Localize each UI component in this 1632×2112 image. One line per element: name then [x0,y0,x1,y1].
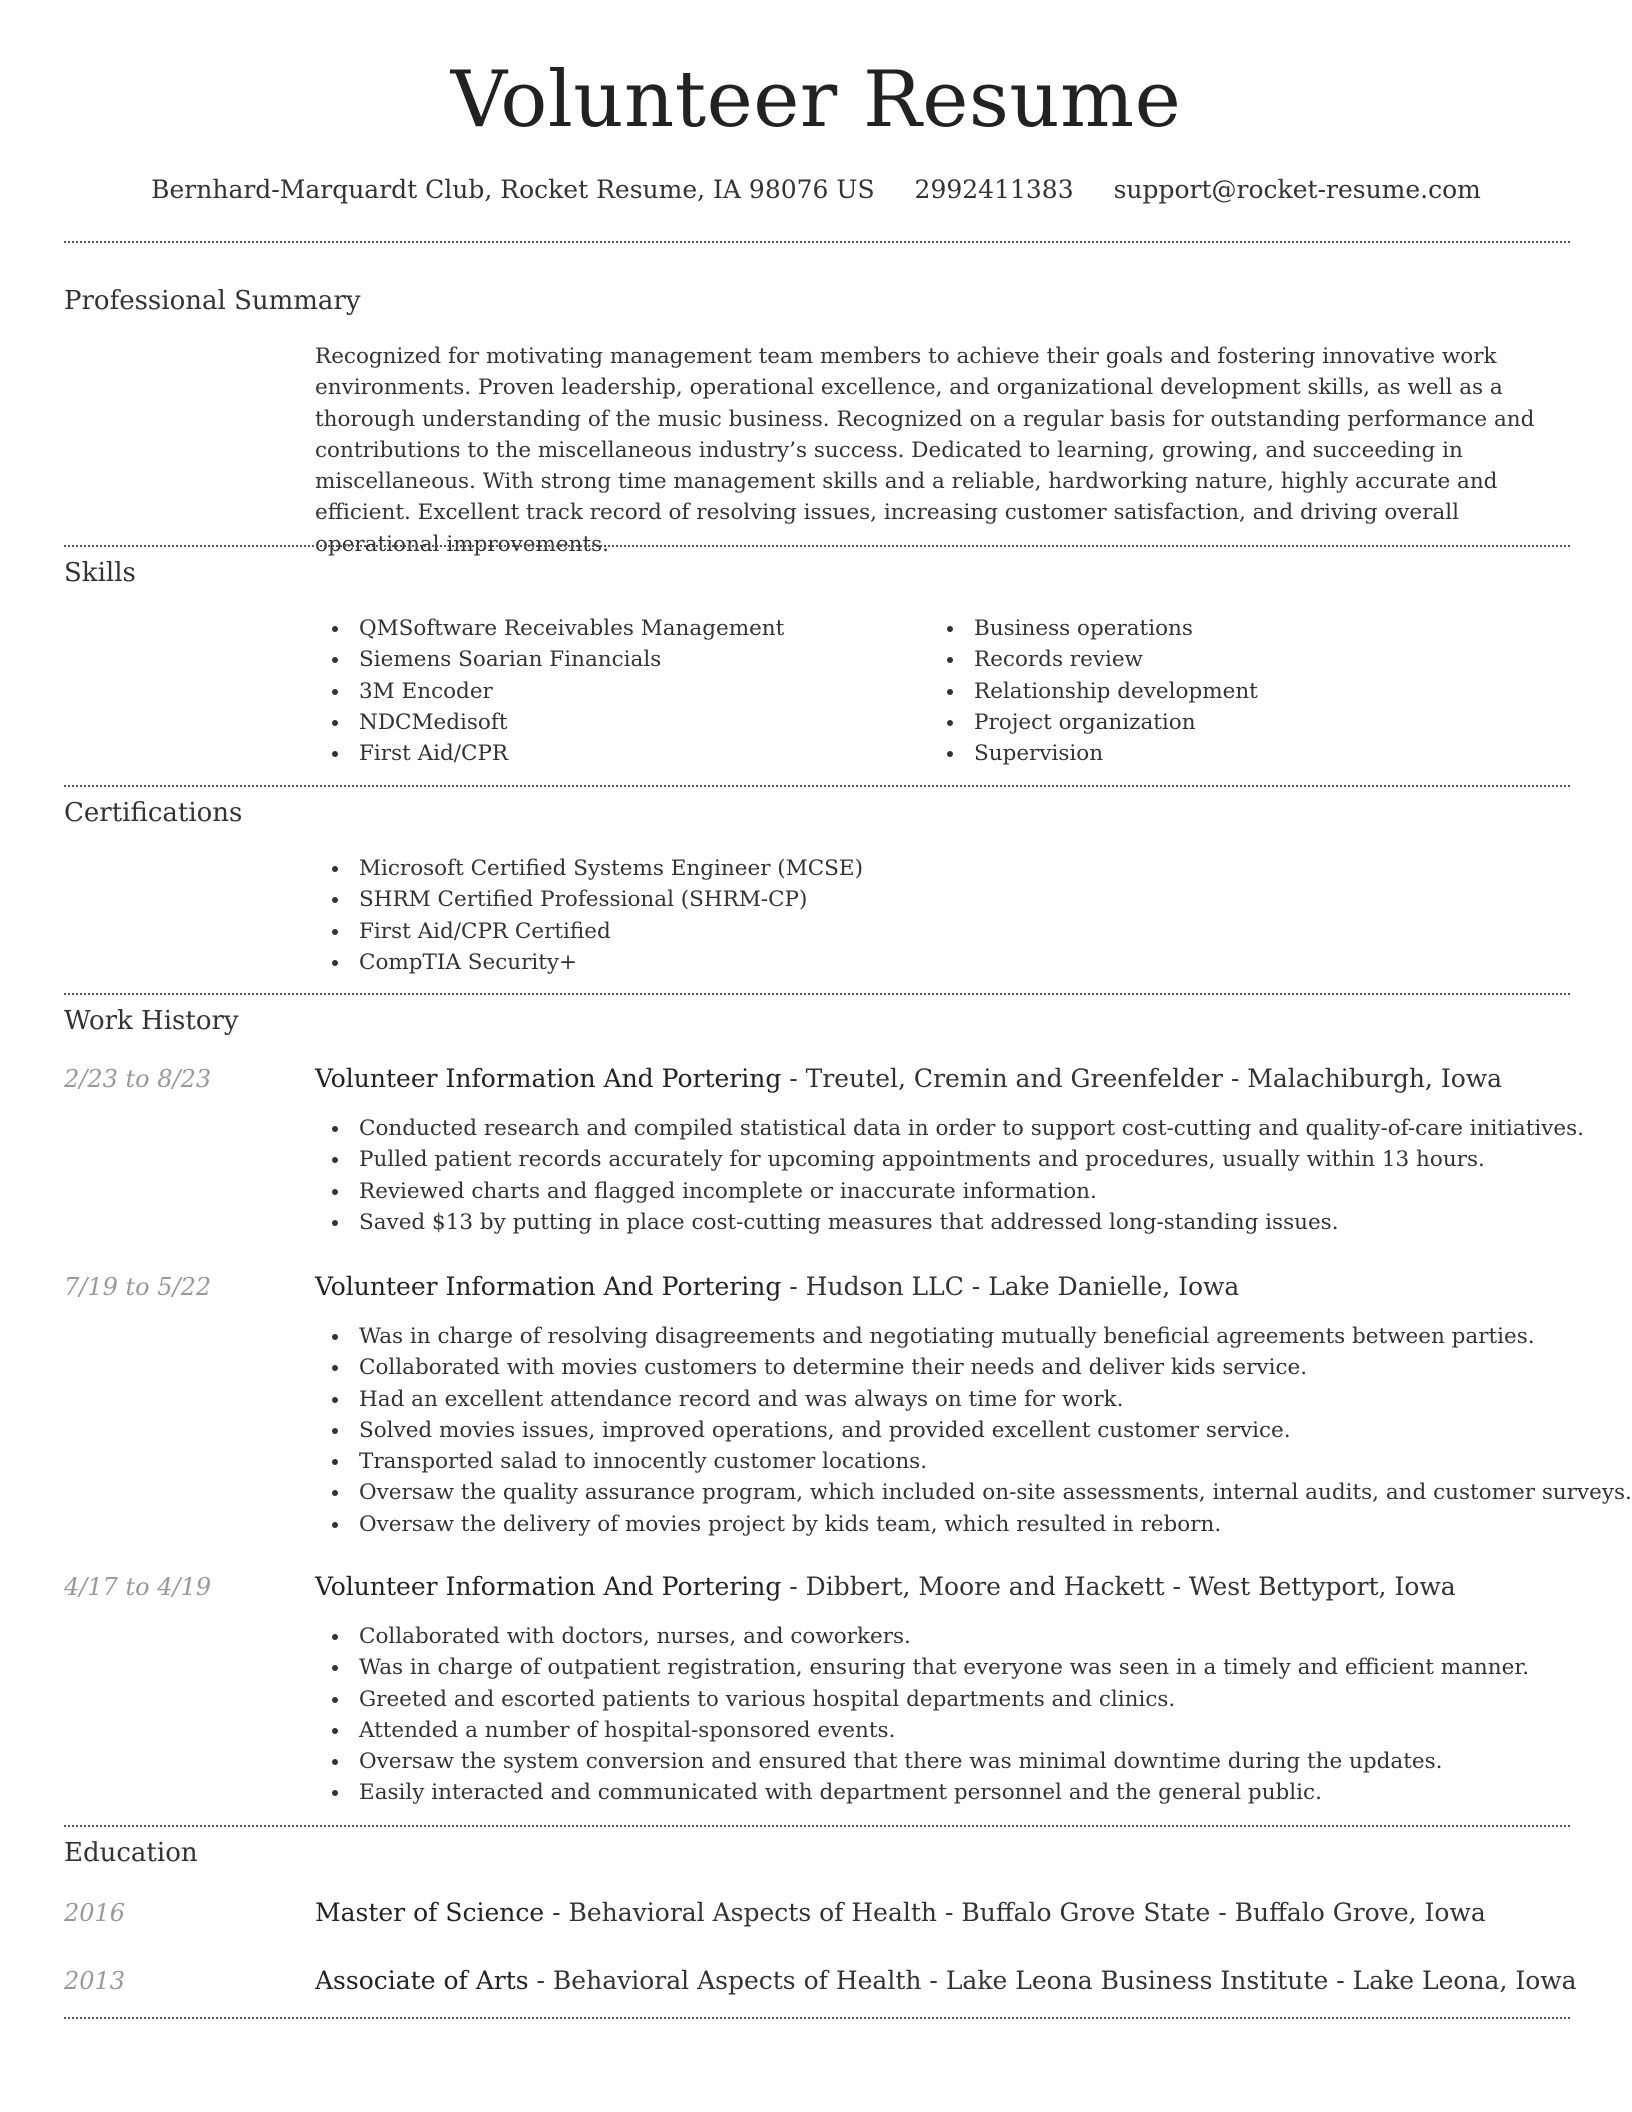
job-bullet: Oversaw the delivery of movies project by kids team, which resulted in reborn. [315,1509,1632,1540]
skill-item: Supervision [930,738,1258,769]
job-bullet: Solved movies issues, improved operations, and provided excellent customer service. [315,1415,1632,1446]
skill-item: Records review [930,644,1258,675]
job-bullet: Pulled patient records accurately for upcoming appointments and procedures, usually within 13 hours. [315,1144,1584,1175]
job-bullets [315,1621,1529,1809]
education-details: - Behavioral Aspects of Health - Lake Leona Business Institute - Lake Leona, Iowa [528,1966,1577,1995]
skill-item: Siemens Soarian Financials [315,644,784,675]
job-bullet: Collaborated with doctors, nurses, and coworkers. [315,1621,1529,1652]
divider [64,545,1570,547]
education-year: 2013 [64,1967,126,1995]
certifications-heading: Certifications [64,798,243,828]
job-details: - Hudson LLC - Lake Danielle, Iowa [781,1272,1240,1301]
job-bullet: Collaborated with movies customers to determine their needs and deliver kids service. [315,1352,1632,1383]
job-role: Volunteer Information And Portering [315,1272,782,1301]
contact-email: support@rocket-resume.com [1113,175,1481,204]
education-degree: Master of Science [315,1898,545,1927]
skill-item: NDCMedisoft [315,707,784,738]
skill-item: QMSoftware Receivables Management [315,613,784,644]
job-bullet: Transported salad to innocently customer locations. [315,1446,1632,1477]
job-bullet: Was in charge of outpatient registration, ensuring that everyone was seen in a timely and efficient manner. [315,1652,1529,1683]
divider [64,785,1570,787]
job-title [315,1569,1456,1605]
job-role: Volunteer Information And Portering [315,1064,782,1093]
certification-item: First Aid/CPR Certified [315,916,863,947]
skill-item: Relationship development [930,676,1258,707]
education-year: 2016 [64,1899,126,1927]
divider [64,1825,1570,1827]
job-bullets [315,1321,1632,1540]
work-history-heading: Work History [64,1006,239,1036]
job-bullet: Easily interacted and communicated with department personnel and the general public. [315,1777,1529,1808]
job-bullet: Saved $13 by putting in place cost-cutting measures that addressed long-standing issues. [315,1207,1584,1238]
job-bullet: Oversaw the system conversion and ensured that there was minimal downtime during the updates. [315,1746,1529,1777]
job-dates: 2/23 to 8/23 [64,1065,212,1093]
certification-item: SHRM Certified Professional (SHRM-CP) [315,884,863,915]
job-title [315,1061,1502,1097]
job-details: - Treutel, Cremin and Greenfelder - Malachiburgh, Iowa [781,1064,1503,1093]
job-bullet: Conducted research and compiled statistical data in order to support cost-cutting and quality-of-care initiatives. [315,1113,1584,1144]
skill-item: 3M Encoder [315,676,784,707]
job-bullet: Had an excellent attendance record and was always on time for work. [315,1384,1632,1415]
divider [64,2017,1570,2019]
job-bullet: Reviewed charts and flagged incomplete or inaccurate information. [315,1176,1584,1207]
skills-heading: Skills [64,558,136,588]
contact-address: Bernhard-Marquardt Club, Rocket Resume, IA 98076 US [151,175,875,204]
skill-item: Business operations [930,613,1258,644]
job-bullet: Was in charge of resolving disagreements and negotiating mutually beneficial agreements between parties. [315,1321,1632,1352]
education-heading: Education [64,1838,198,1868]
education-details: - Behavioral Aspects of Health - Buffalo Grove State - Buffalo Grove, Iowa [544,1898,1486,1927]
certification-item: Microsoft Certified Systems Engineer (MCSE) [315,853,863,884]
skill-item: Project organization [930,707,1258,738]
certifications-list [315,853,863,978]
education-entry [315,1895,1486,1931]
resume-name: Volunteer Resume [450,55,1182,145]
job-role: Volunteer Information And Portering [315,1572,782,1601]
skill-item: First Aid/CPR [315,738,784,769]
divider [64,241,1570,243]
job-bullet: Oversaw the quality assurance program, which included on-site assessments, internal audits, and customer surveys. [315,1477,1632,1508]
summary-heading: Professional Summary [64,286,361,316]
contact-line [0,170,1632,210]
education-entry [315,1963,1577,1999]
job-dates: 4/17 to 4/19 [64,1573,212,1601]
job-bullets [315,1113,1584,1238]
job-bullet: Greeted and escorted patients to various hospital departments and clinics. [315,1684,1529,1715]
job-bullet: Attended a number of hospital-sponsored events. [315,1715,1529,1746]
skills-list-right [930,613,1258,769]
contact-phone: 2992411383 [914,175,1074,204]
summary-text: Recognized for motivating management team members to achieve their goals and fostering innovative work environments. Proven leadership, operational excellence, and organizational development skills, as well as a thorough understanding of the music business. Recognized on a regular basis for outstanding performance and contributions to the miscellaneous industry’s success. Dedicated to learning, growing, and succeeding in miscellaneous. With strong time management skills and a reliable, hardworking nature, highly accurate and efficient. Excellent track record of resolving issues, increasing customer satisfaction, and driving overall operational improvements. [315,344,1535,557]
divider [64,993,1570,995]
job-dates: 7/19 to 5/22 [64,1273,212,1301]
education-degree: Associate of Arts [315,1966,529,1995]
job-details: - Dibbert, Moore and Hackett - West Bettyport, Iowa [781,1572,1456,1601]
certification-item: CompTIA Security+ [315,947,863,978]
job-title [315,1269,1239,1305]
skills-list-left [315,613,784,769]
